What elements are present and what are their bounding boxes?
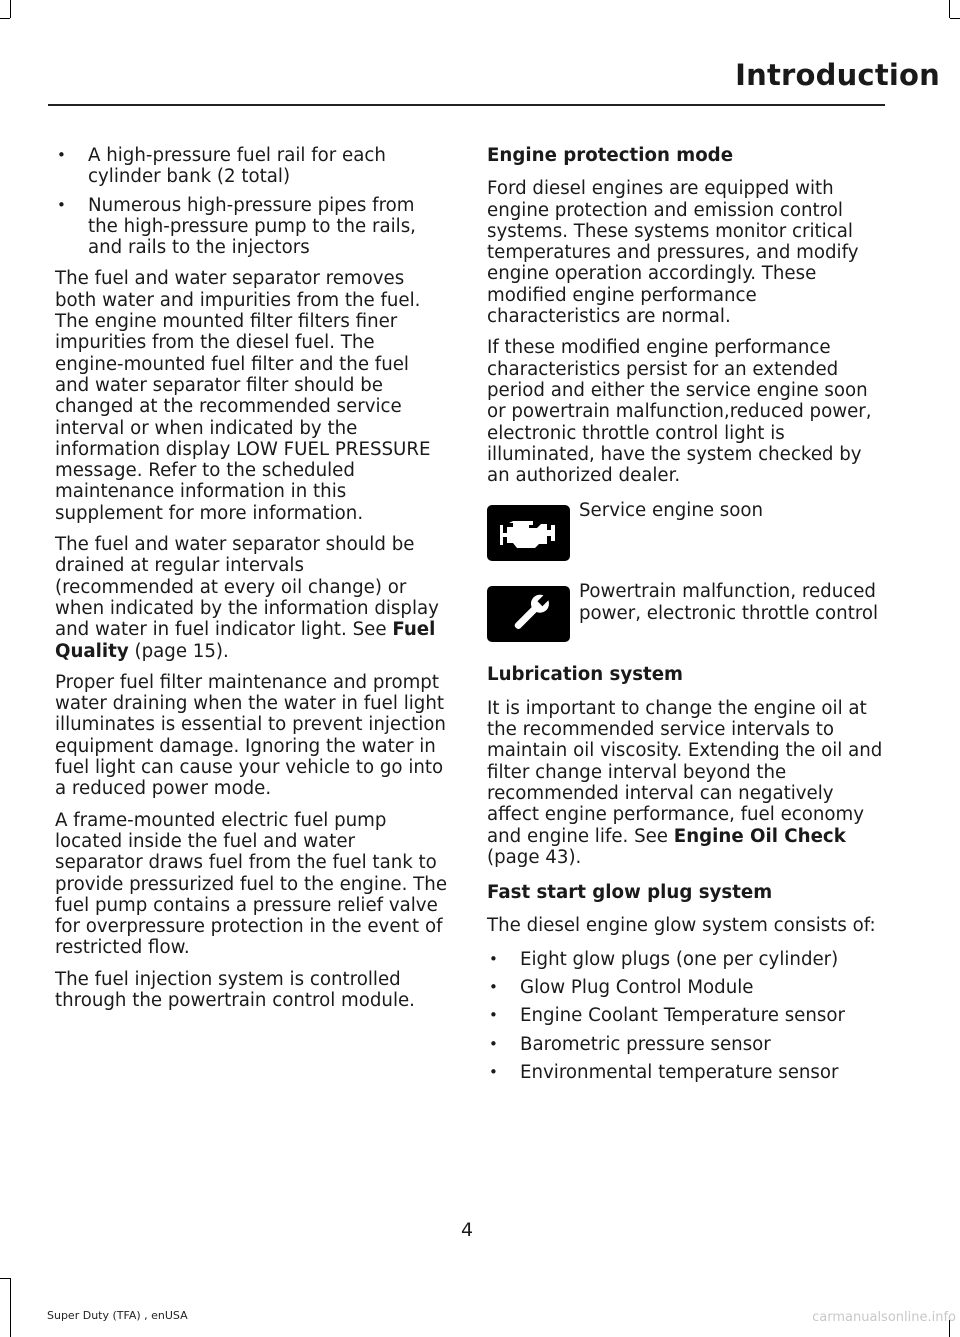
crop-mark (950, 18, 960, 19)
document-info: Super Duty (TFA) , enUSA (47, 1309, 188, 1322)
header-divider (48, 104, 885, 106)
crop-mark (0, 1278, 10, 1279)
watermark: carmanualsonline.info (812, 1310, 956, 1325)
list-item: • Glow Plug Control Module (487, 977, 885, 998)
right-column (487, 145, 885, 1093)
draining-paragraph: The fuel and water separator should be drained at regular intervals (recommended at every oil change) or when indicated by the information display and water in fuel indicator light. See Fuel Quality (page 15). (55, 534, 439, 662)
separator-paragraph: The fuel and water separator removes both water and impurities from the fuel. The engine mounted filter filters finer impurities from the diesel fuel. The engine-mounted fuel filter and the fuel and water separator filter should be changed at the recommended service interval or when indicated by the information display LOW FUEL PRESSURE message. Refer to the scheduled maintenance information in this supplement for more information. (55, 268, 431, 524)
list-item: • Numerous high-pressure pipes from the high-pressure pump to the rails, and rails to the injectors (55, 195, 448, 259)
warning-light-row (487, 581, 885, 642)
warning-light-label: Powertrain malfunction, reduced power, electronic throttle control (579, 581, 879, 624)
lubrication-paragraph: It is important to change the engine oil at the recommended service intervals to maintain oil viscosity. Extending the oil and filter change interval beyond the recommended interval can negatively affect engine performance, fuel economy and engine life. See Engine Oil Check (page 43). (487, 697, 883, 868)
crop-mark (10, 1278, 11, 1337)
list-item: • A high-pressure fuel rail for each cylinder bank (2 total) (55, 145, 448, 188)
glow-plug-heading: Fast start glow plug system (487, 882, 773, 904)
list-item: • Engine Coolant Temperature sensor (487, 1005, 885, 1026)
engine-oil-check-link[interactable]: Engine Oil Check (673, 825, 846, 847)
crop-mark (949, 0, 950, 18)
engine-protection-paragraph-2: If these modified engine performance characteristics persist for an extended period and either the service engine soon or powertrain malfunction,reduced power, electronic throttle control light is illuminated, have the system checked by an authorized dealer. (487, 337, 872, 487)
left-column (55, 145, 448, 1021)
list-item: • Barometric pressure sensor (487, 1034, 885, 1055)
maintenance-paragraph: Proper fuel filter maintenance and prompt water draining when the water in fuel light illuminates is essential to prevent injection equipment damage. Ignoring the water in fuel light can cause your vehicle to go into a reduced power mode. (55, 671, 446, 800)
engine-icon (487, 505, 570, 561)
fuel-quality-link[interactable]: Fuel Quality (55, 619, 436, 662)
crop-mark (0, 18, 10, 19)
warning-light-row (487, 500, 885, 561)
crop-mark (10, 0, 11, 18)
wrench-icon (487, 586, 570, 642)
warning-light-label: Service engine soon (579, 500, 764, 522)
glow-plug-list (487, 949, 885, 1083)
page-title: Introduction (735, 58, 940, 92)
glow-plug-intro: The diesel engine glow system consists of: (487, 915, 876, 937)
fuel-pump-paragraph: A frame-mounted electric fuel pump located inside the fuel and water separator draws fuel from the fuel tank to provide pressurized fuel to the engine. The fuel pump contains a pressure relief valve for overpressure protection in the event of restricted flow. (55, 809, 448, 959)
list-item: • Eight glow plugs (one per cylinder) (487, 949, 885, 970)
injection-paragraph: The fuel injection system is controlled through the powertrain control module. (55, 968, 415, 1011)
lubrication-heading: Lubrication system (487, 664, 684, 686)
list-item: • Environmental temperature sensor (487, 1062, 885, 1083)
engine-protection-paragraph: Ford diesel engines are equipped with engine protection and emission control systems. These systems monitor critical temperatures and pressures, and modify engine operation accordingly. These modified engine performance characteristics are normal. (487, 178, 859, 328)
page-number: 4 (460, 1219, 474, 1241)
fuel-system-list (55, 145, 448, 258)
engine-protection-heading: Engine protection mode (487, 145, 734, 166)
